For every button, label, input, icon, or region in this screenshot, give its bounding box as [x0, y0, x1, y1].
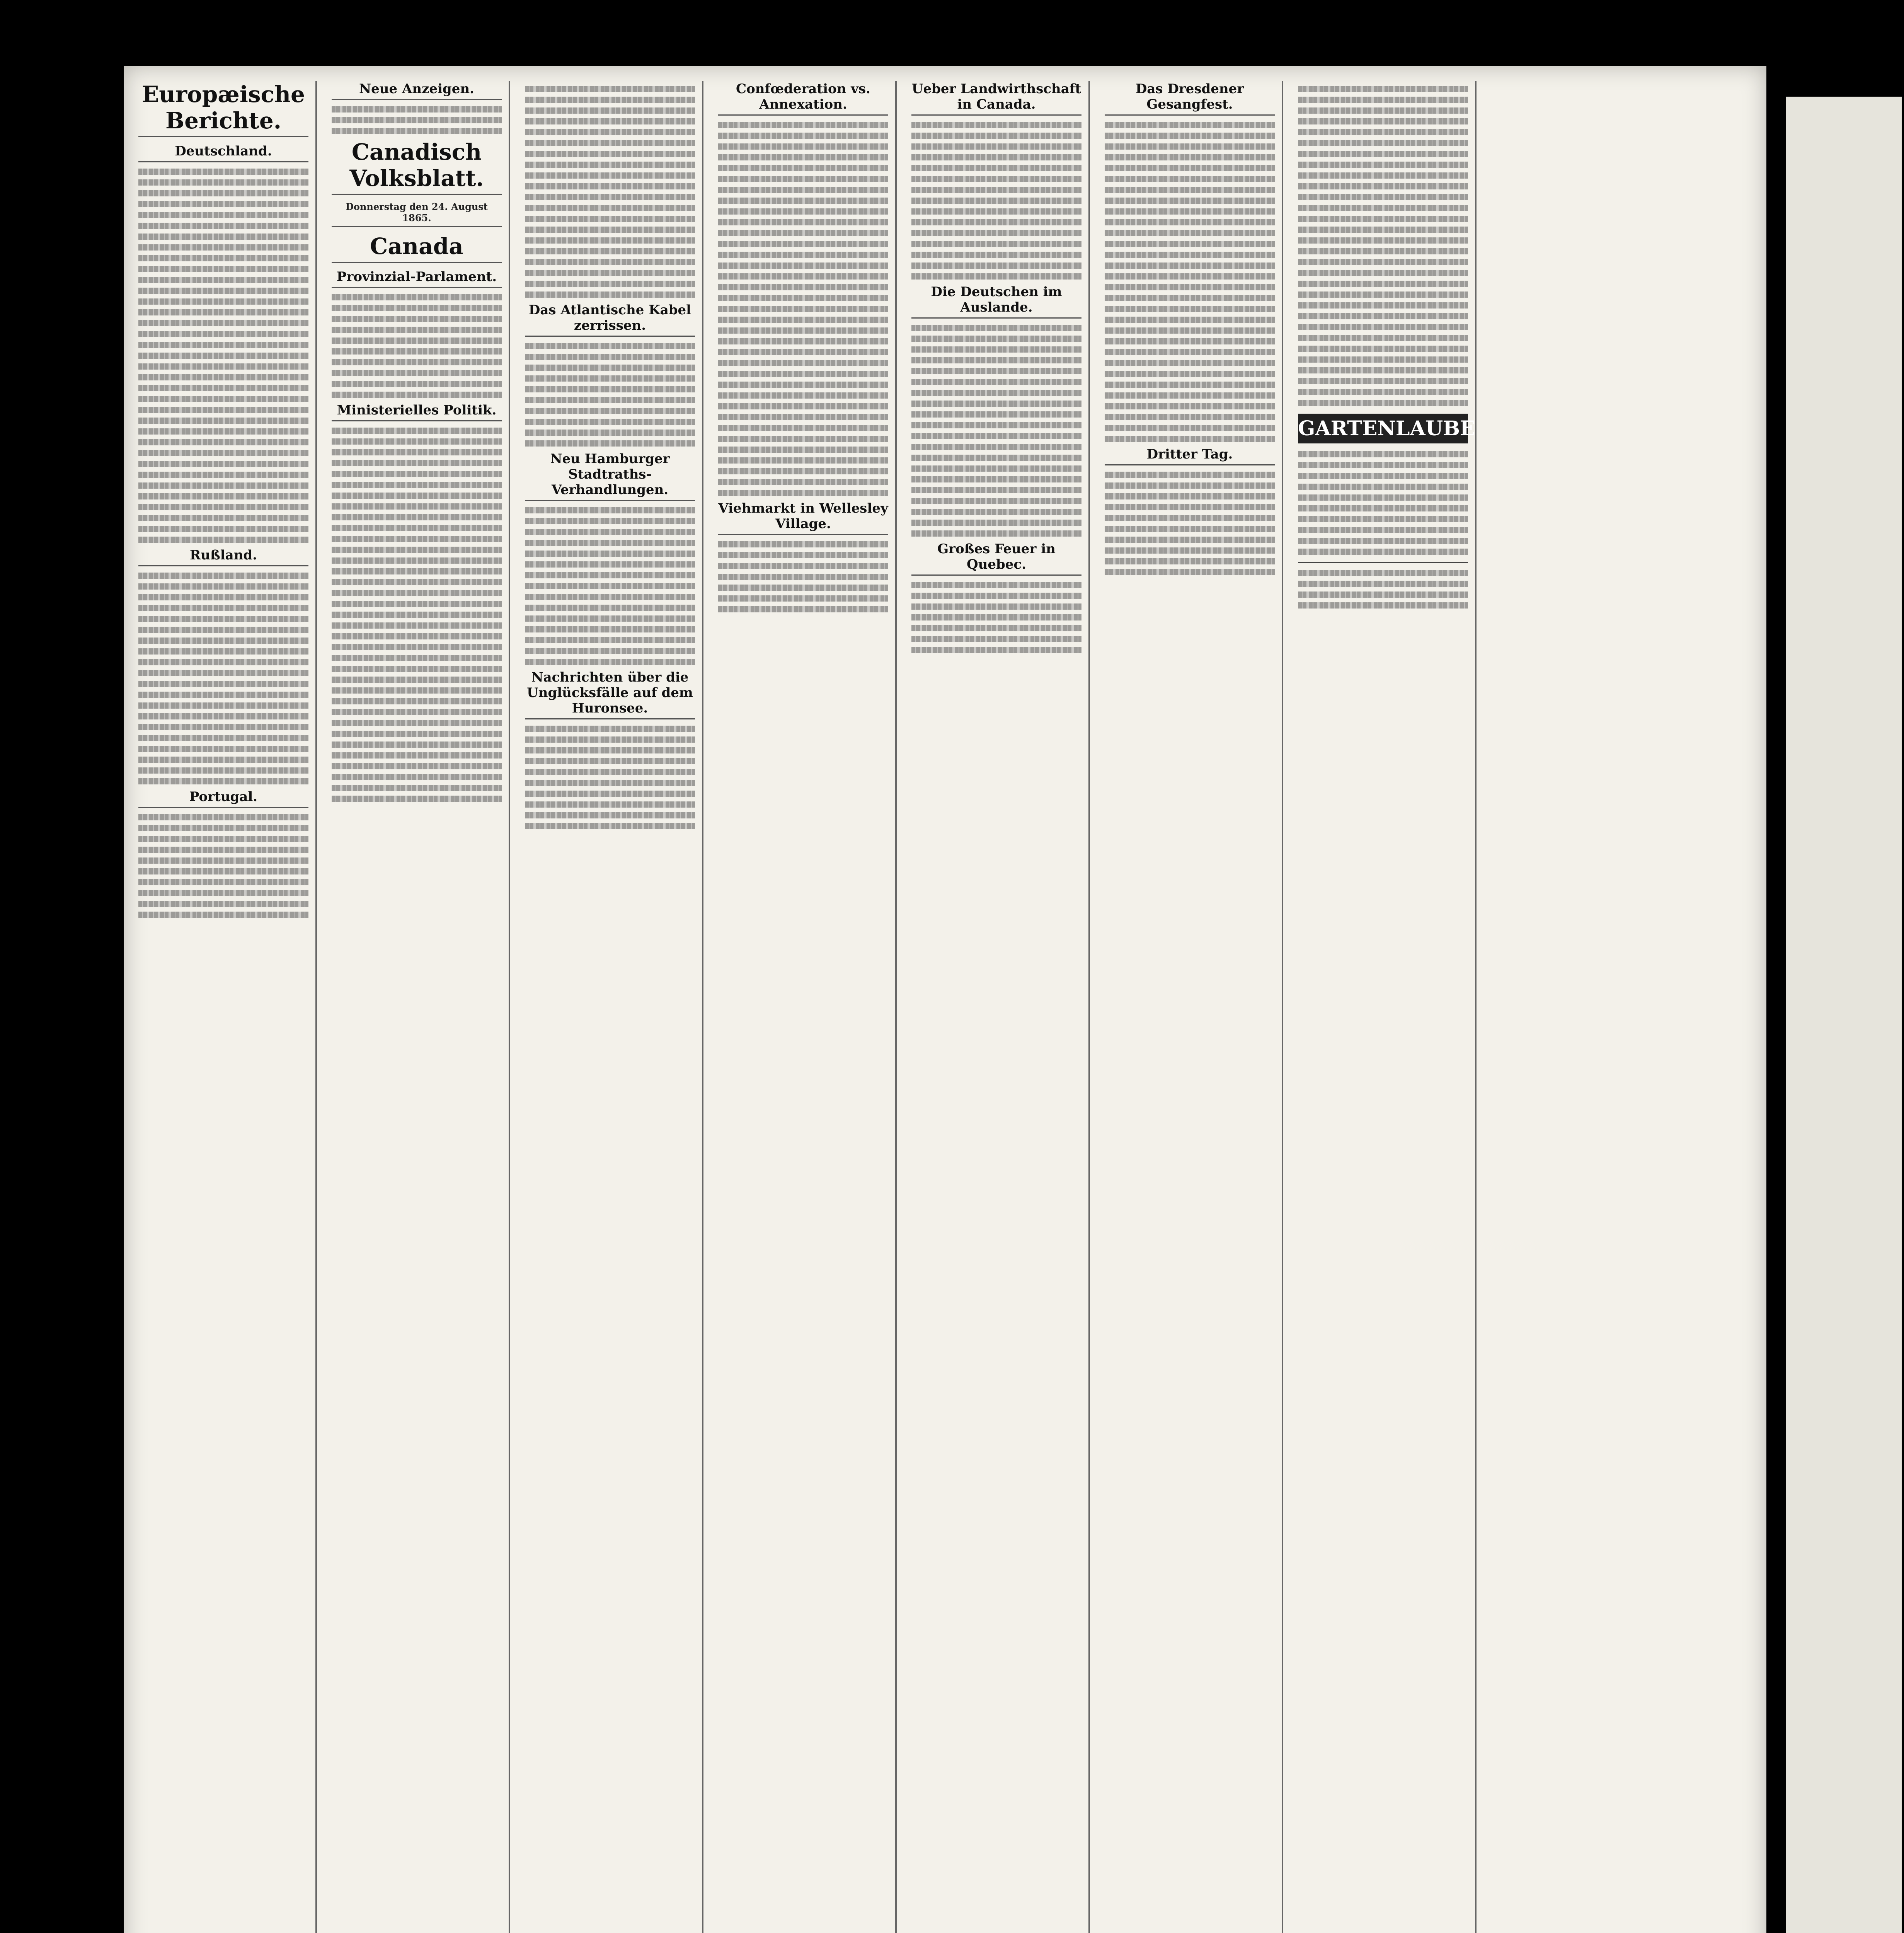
gartenlaube-banner: GARTENLAUBE — [1298, 414, 1468, 443]
column-heading: Ueber Landwirthschaft in Canada. — [911, 81, 1081, 116]
column-4 — [711, 81, 897, 1933]
subheading: Die Deutschen im Auslande. — [911, 284, 1081, 319]
column-2 — [325, 81, 510, 1933]
column-1 — [131, 81, 317, 1933]
subheading: Portugal. — [138, 789, 308, 808]
section-title: Canada — [332, 233, 502, 263]
subheading: Ministerielles Politik. — [332, 402, 502, 421]
column-5 — [904, 81, 1090, 1933]
subheading: Dritter Tag. — [1105, 447, 1275, 465]
subheading: Neu Hamburger Stadtraths-Verhandlungen. — [525, 451, 695, 501]
masthead-date: Donnerstag den 24. August 1865. — [332, 201, 502, 227]
subheading: Nachrichten über die Unglücksfälle auf dem Huronsee. — [525, 670, 695, 719]
column-6 — [1098, 81, 1283, 1933]
column-heading: Europæische Berichte. — [138, 81, 308, 137]
adjacent-page-edge — [1786, 97, 1902, 1933]
column-heading: Das Dresdener Gesangfest. — [1105, 81, 1275, 116]
newspaper-page — [124, 66, 1766, 1933]
subheading: Das Atlantische Kabel zerrissen. — [525, 302, 695, 337]
subheading: Deutschland. — [138, 143, 308, 162]
subheading: Rußland. — [138, 547, 308, 566]
masthead-title: Canadisch Volksblatt. — [332, 139, 502, 195]
subheading: Viehmarkt in Wellesley Village. — [718, 501, 888, 535]
column-3 — [518, 81, 703, 1933]
column-heading: Confœderation vs. Annexation. — [718, 81, 888, 116]
column-heading: Neue Anzeigen. — [332, 81, 502, 100]
subheading: Großes Feuer in Quebec. — [911, 541, 1081, 576]
column-7 — [1291, 81, 1477, 1933]
section-subtitle: Provinzial-Parlament. — [332, 269, 502, 288]
